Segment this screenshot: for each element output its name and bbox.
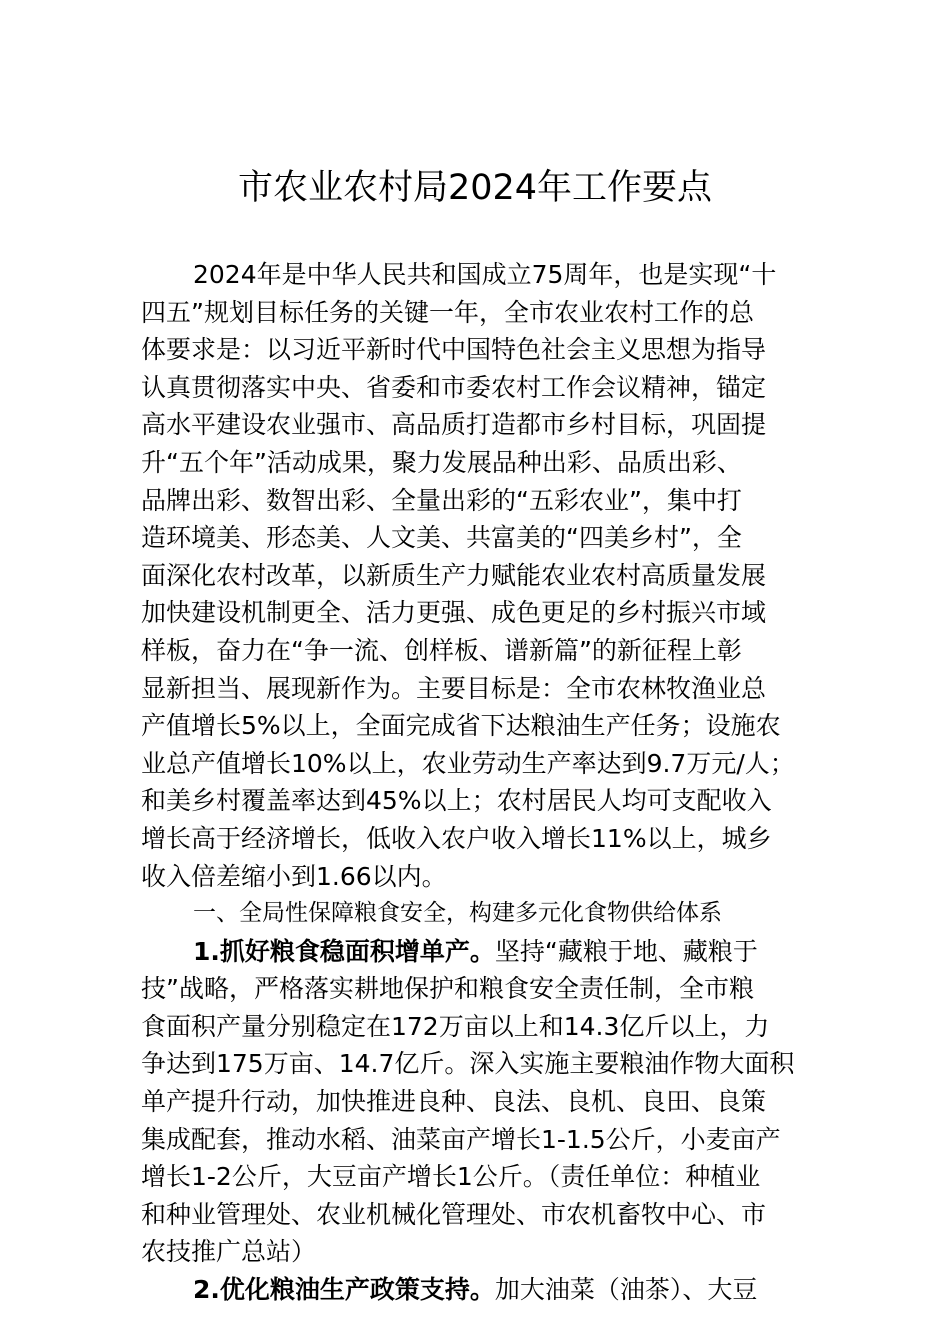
paragraph-line: 增长1-2公斤，大豆亩产增长1公斤。（责任单位：种植业 — [141, 1162, 761, 1192]
paragraph-line: 和种业管理处、农业机械化管理处、市农机畜牧中心、市 — [141, 1199, 767, 1229]
paragraph-line: 样板，奋力在“争一流、创样板、谱新篇”的新征程上彰 — [141, 635, 742, 665]
item-1-text: 坚持“藏粮于地、藏粮于 — [494, 936, 758, 966]
document-title: 市农业农村局2024年工作要点 — [237, 168, 713, 208]
item-2-heading: 2.优化粮油生产政策支持。 — [193, 1275, 495, 1305]
paragraph-line: 增长高于经济增长，低收入农户收入增长11%以上，城乡 — [141, 823, 772, 853]
paragraph-line: 体要求是：以习近平新时代中国特色社会主义思想为指导 — [141, 335, 767, 365]
paragraph-line: 面深化农村改革，以新质生产力赋能农业农村高质量发展 — [141, 560, 767, 590]
paragraph-line: 和美乡村覆盖率达到45%以上；农村居民人均可支配收入 — [141, 786, 772, 816]
paragraph-line: 收入倍差缩小到1.66以内。 — [141, 861, 447, 891]
paragraph-line: 农技推广总站） — [141, 1237, 317, 1267]
paragraph-line: 技”战略，严格落实耕地保护和粮食安全责任制，全市粮 — [141, 974, 754, 1004]
item-2-first-line — [141, 1271, 841, 1309]
paragraph-line: 品牌出彩、数智出彩、全量出彩的“五彩农业”，集中打 — [141, 485, 742, 515]
item-2-text: 加大油菜（油茶）、大豆 — [494, 1275, 758, 1305]
paragraph-line: 高水平建设农业强市、高品质打造都市乡村目标，巩固提 — [141, 410, 767, 440]
paragraph-line: 四五”规划目标任务的关键一年，全市农业农村工作的总 — [141, 297, 754, 327]
paragraph-line: 单产提升行动，加快推进良种、良法、良机、良田、良策 — [141, 1087, 767, 1117]
item-1-heading: 1.抓好粮食稳面积增单产。 — [193, 936, 495, 966]
paragraph-line: 业总产值增长10%以上，农业劳动生产率达到9.7万元/人； — [141, 748, 795, 778]
paragraph-line: 2024年是中华人民共和国成立75周年，也是实现“十 — [193, 260, 777, 289]
paragraph-line: 产值增长5%以上，全面完成省下达粮油生产任务；设施农 — [141, 711, 781, 741]
paragraph-line: 争达到175万亩、14.7亿斤。深入实施主要粮油作物大面积 — [141, 1049, 795, 1079]
section-heading: 一、全局性保障粮食安全，构建多元化食物供给体系 — [193, 900, 722, 927]
paragraph-line: 加快建设机制更全、活力更强、成色更足的乡村振兴市域 — [141, 598, 767, 628]
paragraph-line: 升“五个年”活动成果，聚力发展品种出彩、品质出彩、 — [141, 447, 742, 477]
paragraph-line: 食面积产量分别稳定在172万亩以上和14.3亿斤以上，力 — [141, 1011, 770, 1041]
paragraph-line: 造环境美、形态美、人文美、共富美的“四美乡村”，全 — [141, 523, 742, 553]
paragraph-line: 集成配套，推动水稻、油菜亩产增长1-1.5公斤，小麦亩产 — [141, 1124, 781, 1154]
item-1-first-line — [141, 933, 841, 971]
document-body — [141, 256, 841, 1309]
paragraph-line: 显新担当、展现新作为。主要目标是：全市农林牧渔业总 — [141, 673, 767, 703]
paragraph-line: 认真贯彻落实中央、省委和市委农村工作会议精神，锚定 — [141, 372, 767, 402]
